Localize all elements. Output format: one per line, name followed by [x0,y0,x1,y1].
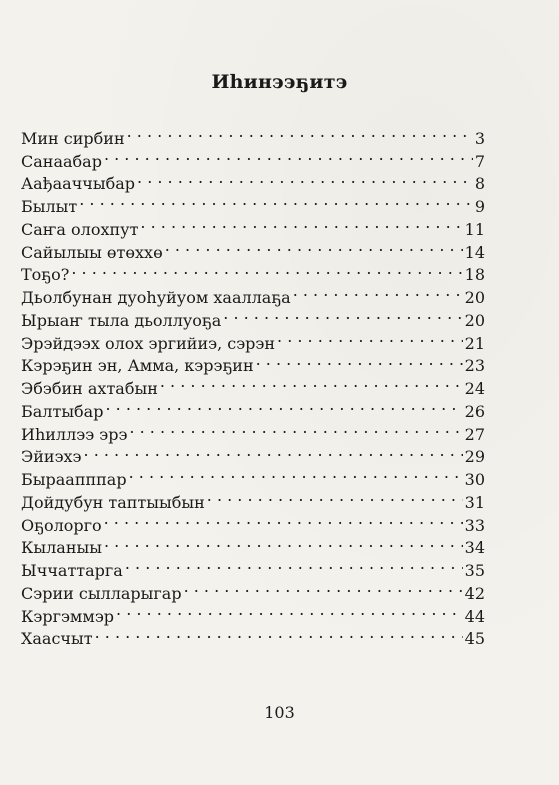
toc-dot-leader [165,235,463,258]
toc-entry-page-number: 30 [464,470,485,489]
toc-dot-leader [293,280,463,303]
toc-dot-leader [160,371,463,394]
toc-entry-page-number: 27 [464,424,485,444]
toc-entry-page-number: 20 [464,310,485,330]
toc-entry-page-number: 11 [464,219,485,239]
toc-entry-title: Кэрэҕин эн, Амма, кэрэҕин [21,356,254,376]
toc-entry-page-number: 3 [474,128,485,148]
toc-entry-page-number: 8 [474,174,485,194]
toc-entry-title: Былыт [21,197,78,216]
toc-entry-page-number: 26 [464,401,485,421]
toc-entry-page-number: 23 [464,356,485,376]
toc-entry [21,121,485,148]
page-title: Иһинээҕитэ [211,71,348,93]
toc-entry-title: Сэрии сылларыгар [21,583,182,603]
toc-entry-title: Балтыбар [21,401,104,421]
toc-entry-page-number: 33 [464,515,485,535]
toc-dot-leader [95,622,463,645]
toc-entry-title: Мин сирбин [21,128,125,148]
toc-dot-leader [256,349,463,372]
toc-entry-title: Ыччаттарга [21,561,123,580]
toc-dot-leader [105,394,462,417]
toc-entry [21,212,485,239]
toc-entry-page-number: 29 [464,447,485,467]
toc-dot-leader [104,508,463,531]
toc-entry-title: Ырыаҥ тыла дьоллуоҕа [21,310,222,330]
toc-entry-title: Саҥа олохпут [21,219,139,239]
toc-entry-title: Иһиллээ эрэ [21,424,128,444]
toc-entry-page-number: 44 [464,606,485,626]
toc-entry-title: Дьолбунан дуоһуйуом хааллаҕа [21,288,291,307]
toc-entry [21,462,485,489]
table-of-contents [21,121,485,649]
toc-entry-page-number: 14 [464,242,485,262]
toc-entry [21,440,485,467]
toc-entry-title: Санаабар [21,151,102,171]
toc-entry [21,280,485,307]
toc-entry-title: Тоҕо? [21,265,70,285]
toc-dot-leader [277,326,463,349]
toc-dot-leader [129,462,463,485]
toc-entry-title: Кэргэммэр [21,606,115,626]
toc-entry-page-number: 45 [464,629,485,649]
toc-dot-leader [79,189,473,212]
toc-entry-title: Оҕолорго [21,515,102,535]
toc-entry-page-number: 31 [464,492,485,512]
toc-entry-page-number: 7 [474,151,485,171]
toc-entry-title: Хаасчыт [21,629,93,649]
toc-dot-leader [127,121,473,144]
toc-dot-leader [137,167,473,190]
page-number: 103 [264,703,295,722]
toc-entry-title: Аађааччыбар [21,174,136,194]
toc-entry-page-number: 9 [474,197,485,216]
toc-entry [21,189,485,216]
toc-entry-title: Эбэбин ахтабын [21,379,158,398]
toc-entry-title: Эйиэхэ [21,447,82,467]
toc-entry-page-number: 18 [464,265,485,285]
toc-dot-leader [129,417,462,440]
toc-dot-leader [223,303,462,326]
toc-entry-page-number: 34 [464,538,485,558]
toc-entry-title: Эрэйдээх олох эргийиэ, сэрэн [21,333,276,353]
toc-dot-leader [104,531,463,554]
toc-entry-title: Сайылыы өтөххө [21,242,163,262]
toc-dot-leader [207,485,463,508]
toc-entry-page-number: 24 [464,379,485,398]
toc-dot-leader [140,212,462,235]
toc-entry-title: Кыланыы [21,538,102,558]
toc-entry-page-number: 42 [464,583,485,603]
toc-dot-leader [71,258,462,281]
toc-entry-page-number: 20 [464,288,485,307]
toc-dot-leader [104,144,473,167]
toc-dot-leader [116,599,463,622]
toc-entry-title: Дойдубун таптыыбын [21,492,205,512]
toc-dot-leader [184,576,463,599]
toc-entry-title: Быраапппар [21,470,127,489]
toc-entry [21,258,485,285]
toc-entry-page-number: 35 [464,561,485,580]
toc-entry-page-number: 21 [464,333,485,353]
toc-dot-leader [125,553,463,576]
toc-dot-leader [84,440,463,463]
